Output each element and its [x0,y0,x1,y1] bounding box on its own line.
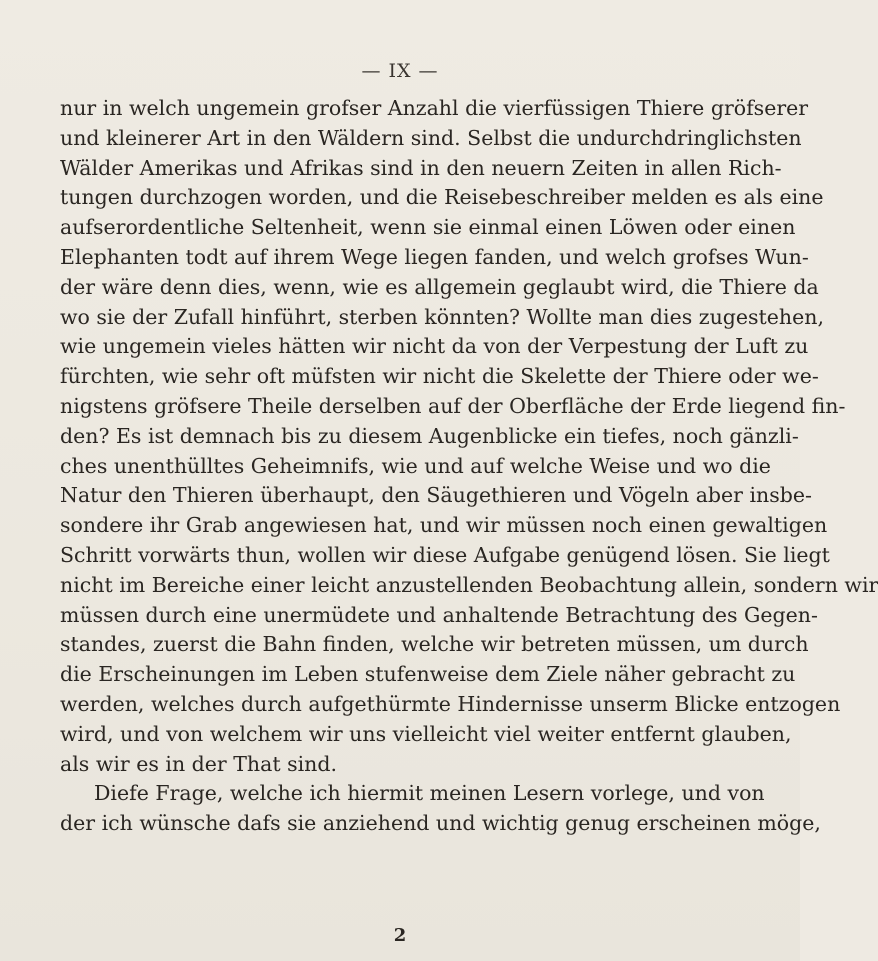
text-line: Elephanten todt auf ihrem Wege liegen fanden, und welch grofses Wun- [60,244,809,269]
text-line: sondere ihr Grab angewiesen hat, und wir müssen noch einen gewaltigen [60,513,828,538]
text-line: nigstens gröfsere Theile derselben auf der Oberfläche der Erde liegend fin- [60,393,846,418]
signature-mark: 2 [393,925,407,946]
text-line: nur in welch ungemein grofser Anzahl die vierfüssigen Thiere gröfserer [60,96,809,120]
text-line: den? Es ist demnach bis zu diesem Augenblicke ein tiefes, noch gänzli- [60,423,799,448]
text-line: nicht im Bereiche einer leicht anzustellenden Beobachtung allein, sondern wir [60,572,878,597]
text-line: der ich wünsche dafs sie anziehend und wichtig genug erscheinen möge, [60,811,821,836]
text-line: fürchten, wie sehr oft müfsten wir nicht die Skelette der Thiere oder we- [60,364,819,389]
text-line: die Erscheinungen im Leben stufenweise dem Ziele näher gebracht zu [60,662,796,687]
text-line: ches unenthülltes Geheimnifs, wie und auf welche Weise und wo die [60,453,771,478]
text-line: und kleinerer Art in den Wäldern sind. Selbst die undurchdringlichsten [60,125,802,150]
text-line: wie ungemein vieles hätten wir nicht da von der Verpestung der Luft zu [60,334,809,359]
text-line: der wäre denn dies, wenn, wie es allgemein geglaubt wird, die Thiere da [60,274,819,299]
text-line: Schritt vorwärts thun, wollen wir diese Aufgabe genügend lösen. Sie liegt [60,542,830,567]
page-header: — IX — [361,60,439,82]
text-line: Wälder Amerikas und Afrikas sind in den neuern Zeiten in allen Rich- [60,155,782,180]
text-line: aufserordentliche Seltenheit, wenn sie einmal einen Löwen oder einen [60,215,796,240]
text-line: tungen durchzogen worden, und die Reisebeschreiber melden es als eine [60,185,824,210]
paragraph-end-line: als wir es in der That sind. [60,751,338,776]
text-line: wo sie der Zufall hinführt, sterben könnten? Wollte man dies zugestehen, [60,304,824,329]
body-text [60,94,878,839]
paragraph-start-line: Diefe Frage, welche ich hiermit meinen Lesern vorlege, und von [94,781,765,806]
text-line: müssen durch eine unermüdete und anhaltende Betrachtung des Gegen- [60,602,818,627]
text-line: wird, und von welchem wir uns vielleicht viel weiter entfernt glauben, [60,721,792,746]
text-line: werden, welches durch aufgethürmte Hindernisse unserm Blicke entzogen [60,691,841,716]
text-line: standes, zuerst die Bahn finden, welche wir betreten müssen, um durch [60,632,809,657]
text-line: Natur den Thieren überhaupt, den Säugethieren und Vögeln aber insbe- [60,483,812,508]
